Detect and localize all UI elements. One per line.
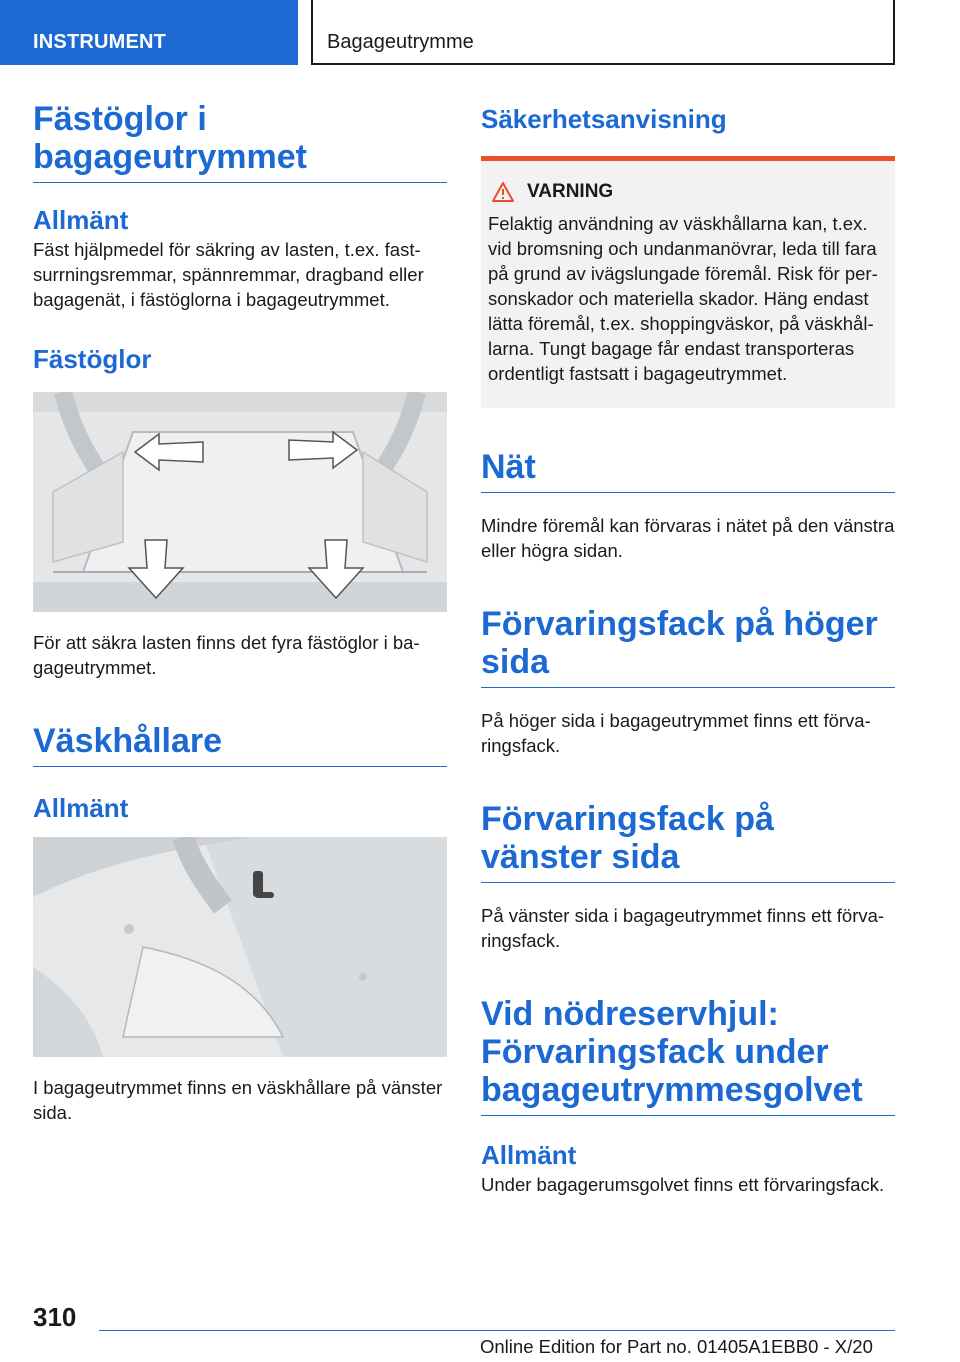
arrow-down-right-icon [305, 538, 367, 600]
heading-forvaringsfack-hoger: Förvaringsfack på höger sida [481, 605, 895, 688]
paragraph-vaskhallare: I bagageutrymmet finns en väskhållare på vänster sida. [33, 1077, 443, 1123]
footer-divider [99, 1330, 895, 1331]
warning-box [481, 156, 895, 408]
paragraph-nat: Mindre föremål kan förvaras i nätet på den vänstra eller högra sidan. [481, 515, 895, 561]
arrow-down-left-icon [125, 538, 187, 600]
heading-allmant-2: Allmänt [33, 793, 129, 823]
heading-allmant: Allmänt [33, 205, 129, 235]
paragraph-forvaringsfack-hoger: På höger sida i bagageutrymmet finns ett förvaringsfack. [481, 710, 871, 756]
arrow-left-icon [133, 430, 205, 474]
heading-forvaringsfack-vanster: Förvaringsfack på vänster sida [481, 800, 895, 883]
paragraph-nodreservhjul: Under bagagerumsgolvet finns ett förvaringsfack. [481, 1174, 885, 1195]
chapter-title: Bagageutrymme [311, 0, 895, 65]
warning-label: VARNING [527, 181, 614, 202]
heading-nat: Nät [481, 448, 895, 493]
left-column [33, 100, 447, 1125]
arrow-right-icon [287, 428, 359, 472]
warning-text: Felaktig användning av väskhållarna kan, t.ex. vid bromsning och undanmanövrar, leda till fara på grund av ivägslungade föremål. Risk för personskador och materiella skador. Häng endast lätta föremål, t.ex. shoppingväskor, på väskhållarna. Tungt bagage får endast transporteras ordentligt fastsatt i bagageutrymmet. [488, 213, 878, 384]
heading-sakerhetsanvisning: Säkerhetsanvisning [481, 104, 727, 134]
section-tab[interactable]: INSTRUMENT [0, 0, 298, 65]
footer-edition-text: Online Edition for Part no. 01405A1EBB0 - X/20 [480, 1336, 873, 1357]
trunk-tie-down-figure [33, 392, 447, 612]
right-column [481, 100, 895, 1197]
page-number: 310 [33, 1302, 77, 1332]
warning-header [488, 181, 887, 203]
heading-nodreservhjul: Vid nödreservhjul: Förvaringsfack under bagageutrymmesgolvet [481, 995, 895, 1116]
paragraph-forvaringsfack-vanster: På vänster sida i bagageutrymmet finns ett förvaringsfack. [481, 905, 885, 951]
paragraph-allmant: Fäst hjälpmedel för säkring av lasten, t.ex. fastsurrningsremmar, spännremmar, dragband eller bagagenät, i fästöglorna i bagageutrymmet. [33, 239, 424, 310]
bag-hook-illustration [33, 837, 447, 1057]
heading-fastoglor: Fästöglor [33, 344, 152, 374]
heading-allmant-3: Allmänt [481, 1140, 577, 1170]
bag-hook-figure [33, 837, 447, 1057]
warning-triangle-icon [491, 181, 515, 203]
heading-vaskhallare: Väskhållare [33, 722, 447, 767]
paragraph-fastoglor: För att säkra lasten finns det fyra fästöglor i bagageutrymmet. [33, 632, 420, 678]
heading-fastoglor-i-bagageutrymmet: Fästöglor i bagageutrymmet [33, 100, 447, 183]
trunk-floor-illustration [33, 392, 447, 612]
